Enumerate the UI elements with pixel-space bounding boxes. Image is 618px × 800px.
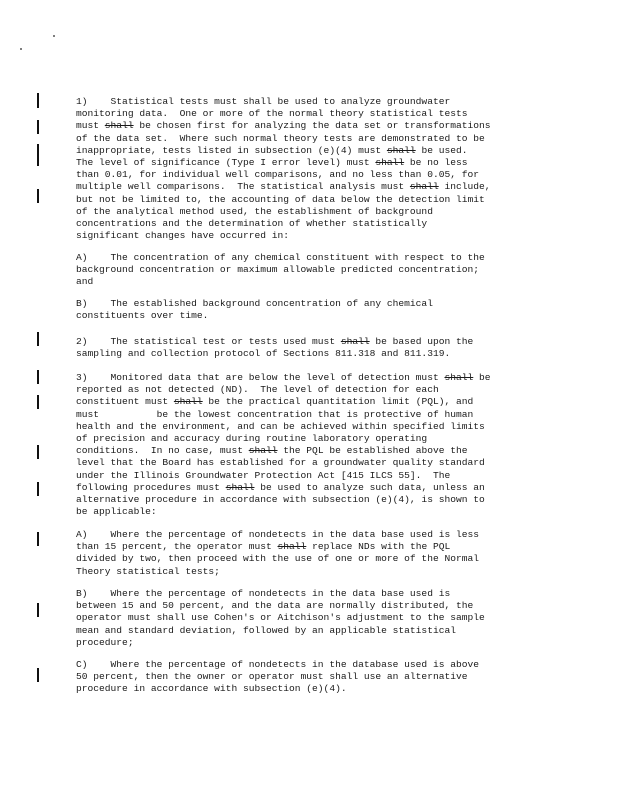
text-line: conditions. In no case, must shall the PQL be established above the [76,445,468,457]
text-line: of precision and accuracy during routine laboratory operating [76,433,428,445]
text-line: background concentration or maximum allowable predicted concentration; [76,264,480,276]
text-line: 50 percent, then the owner or operator must shall use an alternative [76,671,468,683]
revision-bar [37,332,39,346]
text-line: than 15 percent, the operator must shall replace NDs with the PQL [76,541,451,553]
text-line: operator must shall use Cohen's or Aitchison's adjustment to the sample [76,612,485,624]
text-line: level that the Board has established for a groundwater quality standard [76,457,485,469]
text-line: constituent must shall be the practical quantitation limit (PQL), and [76,396,474,408]
paragraph-3-monitored-data [76,372,546,518]
revision-bar [37,120,39,134]
text-line: be applicable: [76,506,157,518]
struck-word: shall [375,157,405,169]
text-line: under the Illinois Groundwater Protection Act [415 ILCS 55]. The [76,469,451,481]
text-line: health and the environment, and can be achieved within specified limits [76,420,485,432]
paragraph-2-statistical-test-basis [76,336,546,360]
revision-bar [37,93,39,108]
text-line: B) Where the percentage of nondetects in the data base used is [76,588,451,599]
struck-word: shall [340,336,370,347]
text-line: A) The concentration of any chemical constituent with respect to the [76,252,485,263]
text-line: between 15 and 50 percent, and the data are normally distributed, the [76,600,474,612]
struck-word: shall [444,372,474,383]
text-line: multiple well comparisons. The statistical analysis must shall include, [76,181,491,193]
scan-speck [53,35,55,37]
revision-bar [37,395,39,409]
revision-bar [37,445,39,459]
text-line: of the data set. Where such normal theory tests are demonstrated to be [76,132,485,144]
text-line: following procedures must shall be used to analyze such data, unless an [76,481,485,493]
text-line: C) Where the percentage of nondetects in the database used is above [76,659,480,670]
text-line: must shall be chosen first for analyzing the data set or transformations [76,120,491,132]
scan-speck [20,48,22,50]
text-line: monitoring data. One or more of the normal theory statistical tests [76,108,468,120]
text-line: significant changes have occurred in: [76,230,290,242]
text-line: constituents over time. [76,310,209,322]
struck-word: shall [173,396,203,408]
text-line: alternative procedure in accordance with subsection (e)(4), is shown to [76,494,485,506]
revision-bar [37,668,39,682]
struck-word: shall [386,144,416,156]
text-line: than 0.01, for individual well comparisons, and no less than 0.05, for [76,169,480,181]
revision-bar [37,144,39,166]
text-line: procedure in accordance with subsection (e)(4). [76,683,347,695]
revision-bar [37,532,39,546]
text-line: but not be limited to, the accounting of data below the detection limit [76,193,485,205]
text-line: divided by two, then proceed with the use of one or more of the Normal [76,553,480,565]
paragraph-1-b-background [76,298,546,322]
text-line: mean and standard deviation, followed by an applicable statistical [76,624,456,636]
text-line: 2) The statistical test or tests used must shall be based upon the [76,336,474,347]
text-line: reported as not detected (ND). The level of detection for each [76,384,439,396]
struck-word: shall [277,541,307,553]
text-line: The level of significance (Type I error level) must shall be no less [76,157,468,169]
text-line: 3) Monitored data that are below the level of detection must shall be [76,372,491,383]
paragraph-3-c-above-50 [76,659,546,696]
struck-word: shall [225,481,255,493]
text-line: concentrations and the determination of whether statistically [76,218,428,230]
revision-bar [37,189,39,203]
text-line: 1) Statistical tests must shall be used to analyze groundwater [76,96,451,107]
paragraph-1-statistical-tests [76,96,546,242]
revision-bar [37,603,39,617]
paragraph-1-a-concentration [76,252,546,289]
text-line: inappropriate, tests listed in subsection (e)(4) must shall be used. [76,144,468,156]
text-line: must be the lowest concentration that is protective of human [76,408,474,420]
revision-bar [37,482,39,496]
text-line: Theory statistical tests; [76,565,220,577]
text-line: of the analytical method used, the establishment of background [76,205,433,217]
text-line: sampling and collection protocol of Sections 811.318 and 811.319. [76,348,451,360]
text-line: procedure; [76,636,134,648]
paragraph-3-b-15-to-50 [76,588,546,649]
struck-word: shall [248,445,278,457]
text-line: B) The established background concentration of any chemical [76,298,433,309]
revision-bar [37,370,39,384]
paragraph-3-a-less-than-15 [76,529,546,578]
struck-word: shall [409,181,439,193]
text-line: A) Where the percentage of nondetects in the data base used is less [76,529,480,540]
text-line: and [76,276,94,288]
struck-word: shall [104,120,134,132]
